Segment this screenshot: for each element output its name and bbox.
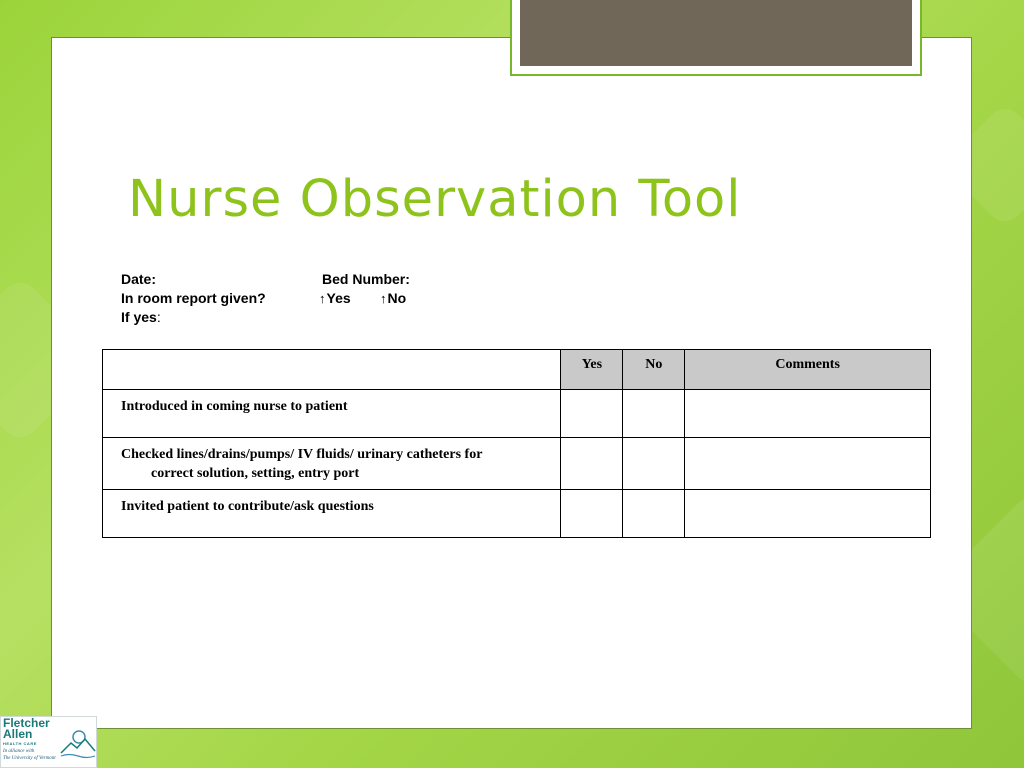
table-row: [103, 490, 931, 538]
report-yes-label: Yes: [326, 290, 351, 306]
logo-tagline-line2: The University of Vermont: [3, 756, 56, 761]
bed-number-label: Bed Number:: [322, 271, 410, 287]
logo-name-line2: Allen: [3, 727, 33, 741]
comments-cell[interactable]: [685, 490, 931, 538]
comments-cell[interactable]: [685, 438, 931, 490]
table-row: [103, 390, 931, 438]
report-yes-option[interactable]: [319, 290, 351, 306]
no-cell[interactable]: [623, 490, 685, 538]
yes-cell[interactable]: [561, 490, 623, 538]
header-tab: [510, 0, 922, 76]
yes-cell[interactable]: [561, 390, 623, 438]
up-arrow-icon: ↑: [380, 291, 387, 306]
logo-subtitle: HEALTH CARE: [3, 741, 37, 746]
row-label: Invited patient to contribute/ask questions: [103, 490, 561, 538]
form-ifyes-line: [121, 309, 161, 325]
page-title: Nurse Observation Tool: [128, 170, 742, 229]
no-cell[interactable]: [623, 438, 685, 490]
ifyes-colon: :: [156, 309, 161, 325]
fletcher-allen-logo: [0, 716, 97, 768]
mountain-sun-icon: [59, 725, 97, 759]
form-report-line: [121, 290, 407, 306]
up-arrow-icon: ↑: [319, 291, 326, 306]
logo-tagline-line1: In alliance with: [3, 749, 35, 754]
row-label: [103, 438, 561, 490]
row-label-line2: correct solution, setting, entry port: [151, 466, 360, 481]
comments-cell[interactable]: [685, 390, 931, 438]
logo-name: [3, 718, 50, 740]
no-cell[interactable]: [623, 390, 685, 438]
header-bar: [520, 0, 912, 66]
ifyes-label: If yes: [121, 309, 157, 325]
observation-table: [102, 349, 931, 538]
yes-cell[interactable]: [561, 438, 623, 490]
report-no-label: No: [387, 290, 407, 306]
table-row: [103, 438, 931, 490]
table-header-no: No: [623, 350, 685, 390]
report-no-option[interactable]: [380, 290, 406, 306]
logo-tagline: [3, 748, 56, 762]
table-header-yes: Yes: [561, 350, 623, 390]
logo-name-line1: Fletcher: [3, 716, 50, 730]
table-header-blank: [103, 350, 561, 390]
date-label: Date:: [121, 271, 157, 287]
table-header-comments: Comments: [685, 350, 931, 390]
table-header-row: [103, 350, 931, 390]
form-date-line: [121, 271, 410, 287]
row-label: Introduced in coming nurse to patient: [103, 390, 561, 438]
row-label-line1: Checked lines/drains/pumps/ IV fluids/ urinary catheters for: [121, 447, 483, 462]
report-label: In room report given?: [121, 290, 266, 306]
